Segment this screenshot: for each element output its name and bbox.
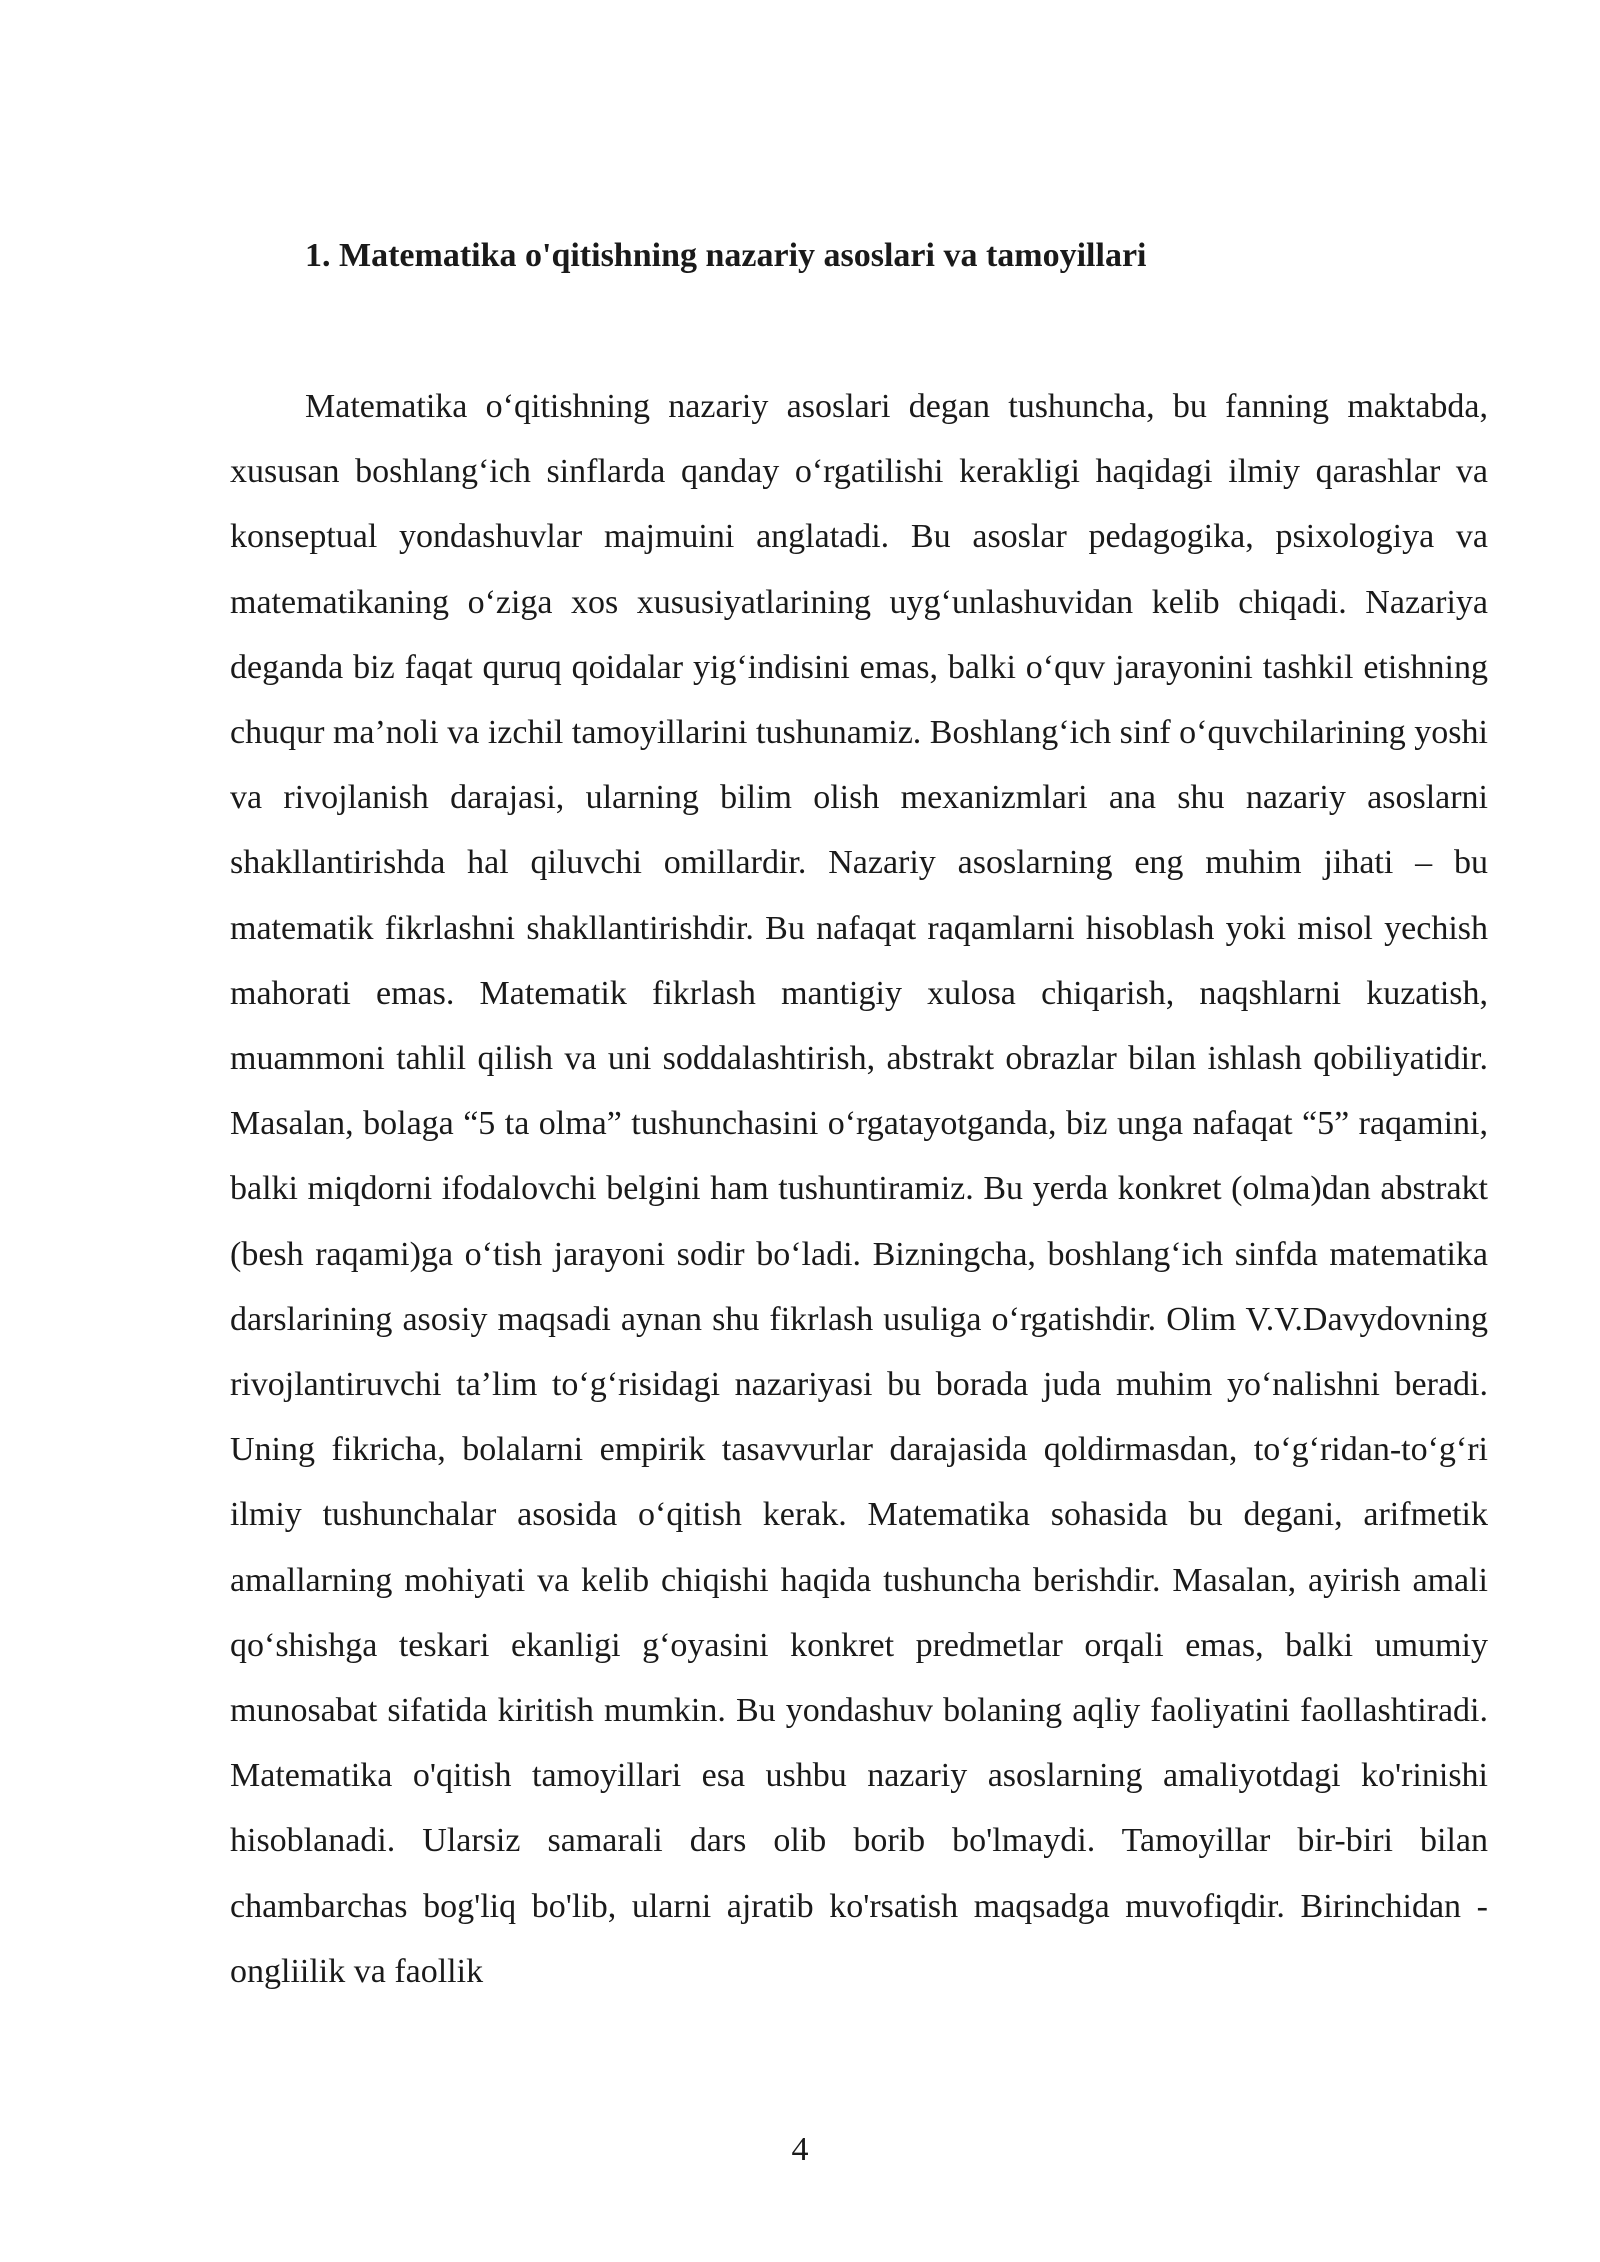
body-paragraph: Matematika o‘qitishning nazariy asoslari degan tushuncha, bu fanning maktabda, xususan boshlang‘ich sinflarda qanday o‘rgatilishi kerakligi haqidagi ilmiy qarashlar va konseptual yondashuvlar majmuini anglatadi. Bu asoslar pedagogika, psixologiya va matematikaning o‘ziga xos xususiyatlarining uyg‘unlashuvidan kelib chiqadi. Nazariya deganda biz faqat quruq qoidalar yig‘indisini emas, balki o‘quv jarayonini tashkil etishning chuqur ma’noli va izchil tamoyillarini tushunamiz. Boshlang‘ich sinf o‘quvchilarining yoshi va rivojlanish darajasi, ularning bilim olish mexanizmlari ana shu nazariy asoslarni shakllantirishda hal qiluvchi omillardir. Nazariy asoslarning eng muhim jihati – bu matematik fikrlashni shakllantirishdir. Bu nafaqat raqamlarni hisoblash yoki misol yechish mahorati emas. Matematik fikrlash mantigiy xulosa chiqarish, naqshlarni kuzatish, muammoni tahlil qilish va uni soddalashtirish, abstrakt obrazlar bilan ishlash qobiliyatidir. Masalan, bolaga “5 ta olma” tushunchasini o‘rgatayotganda, biz unga nafaqat “5” raqamini, balki miqdorni ifodalovchi belgini ham tushuntiramiz. Bu yerda konkret (olma)dan abstrakt (besh raqami)ga o‘tish jarayoni sodir bo‘ladi. Bizningcha, boshlang‘ich sinfda matematika darslarining asosiy maqsadi aynan shu fikrlash usuliga o‘rgatishdir. Olim V.V.Davydovning rivojlantiruvchi ta’lim to‘g‘risidagi nazariyasi bu borada juda muhim yo‘nalishni beradi. Uning fikricha, bolalarni empirik tasavvurlar darajasida qoldirmasdan, to‘g‘ridan-to‘g‘ri ilmiy tushunchalar asosida o‘qitish kerak. Matematika sohasida bu degani, arifmetik amallarning mohiyati va kelib chiqishi haqida tushuncha berishdir. Masalan, ayirish amali qo‘shishga teskari ekanligi g‘oyasini konkret predmetlar orqali emas, balki umumiy munosabat sifatida kiritish mumkin. Bu yondashuv bolaning aqliy faoliyatini faollashtiradi. Matematika o'qitish tamoyillari esa ushbu nazariy asoslarning amaliyotdagi ko'rinishi hisoblanadi. Ularsiz samarali dars olib borib bo'lmaydi. Tamoyillar bir-biri bilan chambarchas bog'liq bo'lib, ularni ajratib ko'rsatish maqsadga muvofiqdir. Birinchidan - ongliilik va faollik <box>230 388 1488 1990</box>
section-heading: 1. Matematika o'qitishning nazariy asoslari va tamoyillari <box>305 237 1147 274</box>
page-number: 4 <box>791 2131 809 2168</box>
